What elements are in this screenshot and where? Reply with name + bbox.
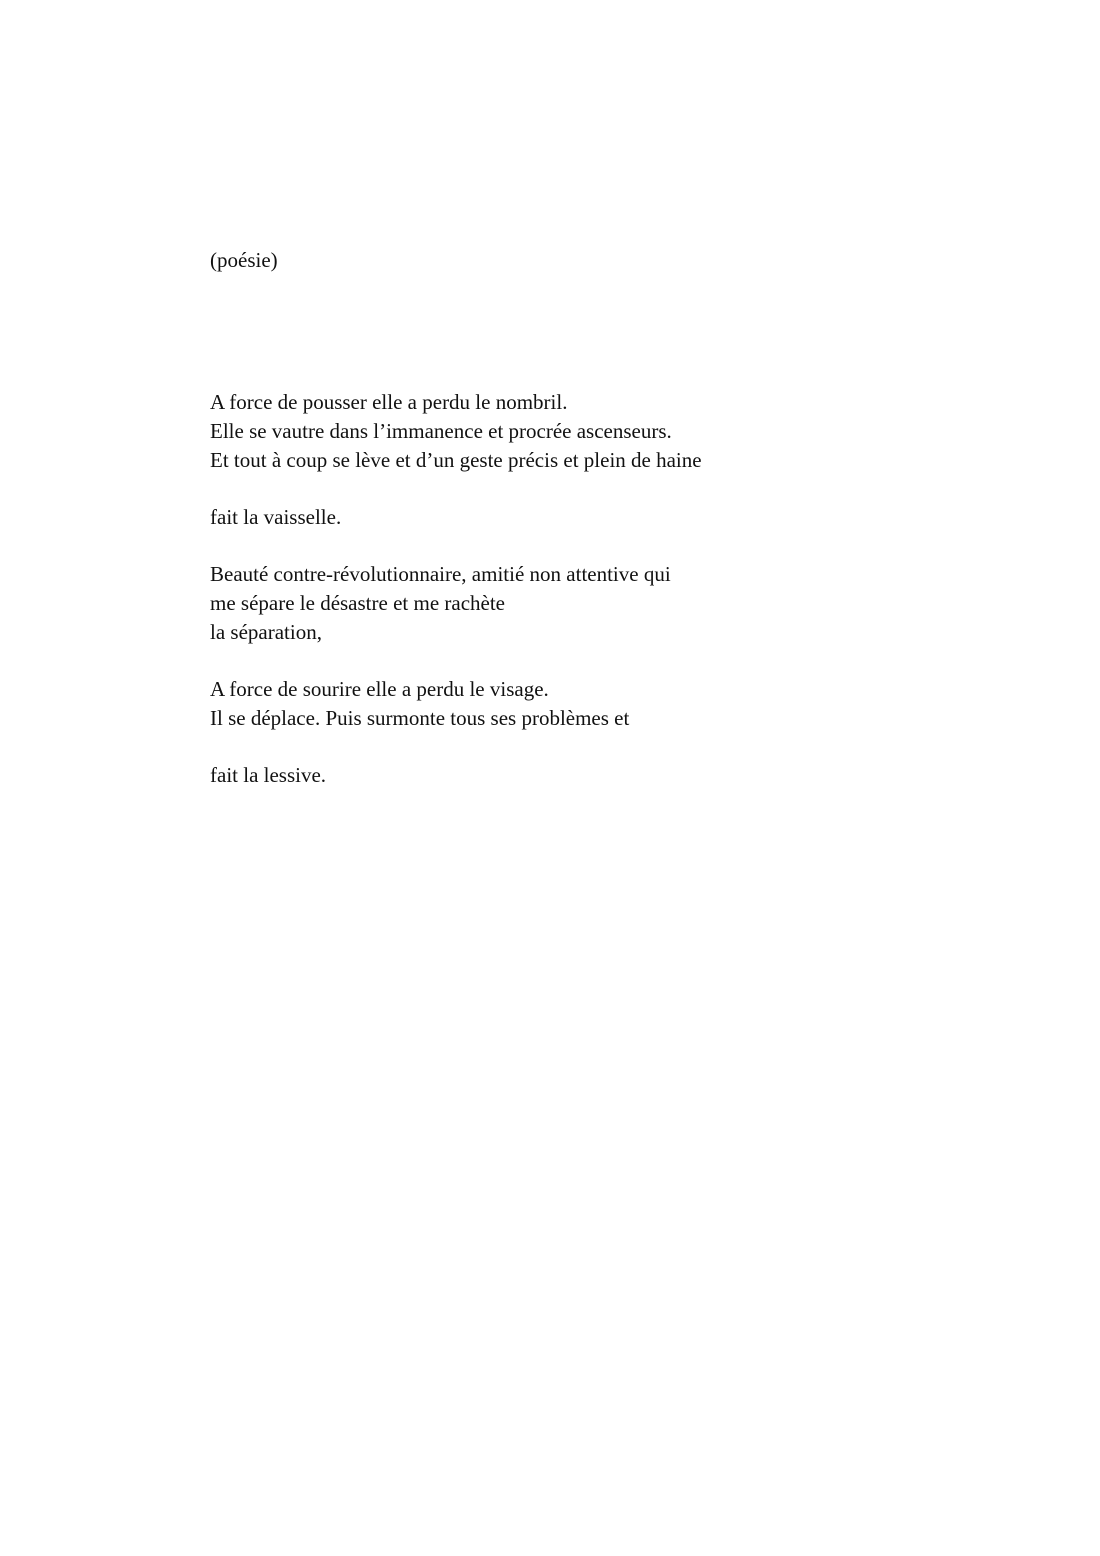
poem-body	[210, 388, 910, 790]
poem-line: Beauté contre-révolutionnaire, amitié non attentive qui	[210, 562, 671, 586]
stanza-1	[210, 388, 910, 475]
poem-line: Et tout à coup se lève et d’un geste précis et plein de haine	[210, 448, 702, 472]
poem-line: A force de pousser elle a perdu le nombril.	[210, 390, 568, 414]
stanza-5	[210, 761, 910, 790]
poem-line: me sépare le désastre et me rachète	[210, 591, 505, 615]
stanza-gap	[210, 532, 910, 560]
stanza-gap	[210, 647, 910, 675]
poem-line: A force de sourire elle a perdu le visage.	[210, 677, 549, 701]
stanza-4	[210, 675, 910, 733]
stanza-gap	[210, 475, 910, 503]
poem-line: Elle se vautre dans l’immanence et procrée ascenseurs.	[210, 419, 672, 443]
stanza-gap	[210, 733, 910, 761]
stanza-3	[210, 560, 910, 647]
poem-line: Il se déplace. Puis surmonte tous ses problèmes et	[210, 706, 630, 730]
poem-line: fait la lessive.	[210, 763, 327, 787]
poem-line: la séparation,	[210, 620, 322, 644]
stanza-2	[210, 503, 910, 532]
poem-heading: (poésie)	[210, 248, 278, 272]
poem-line: fait la vaisselle.	[210, 505, 342, 529]
